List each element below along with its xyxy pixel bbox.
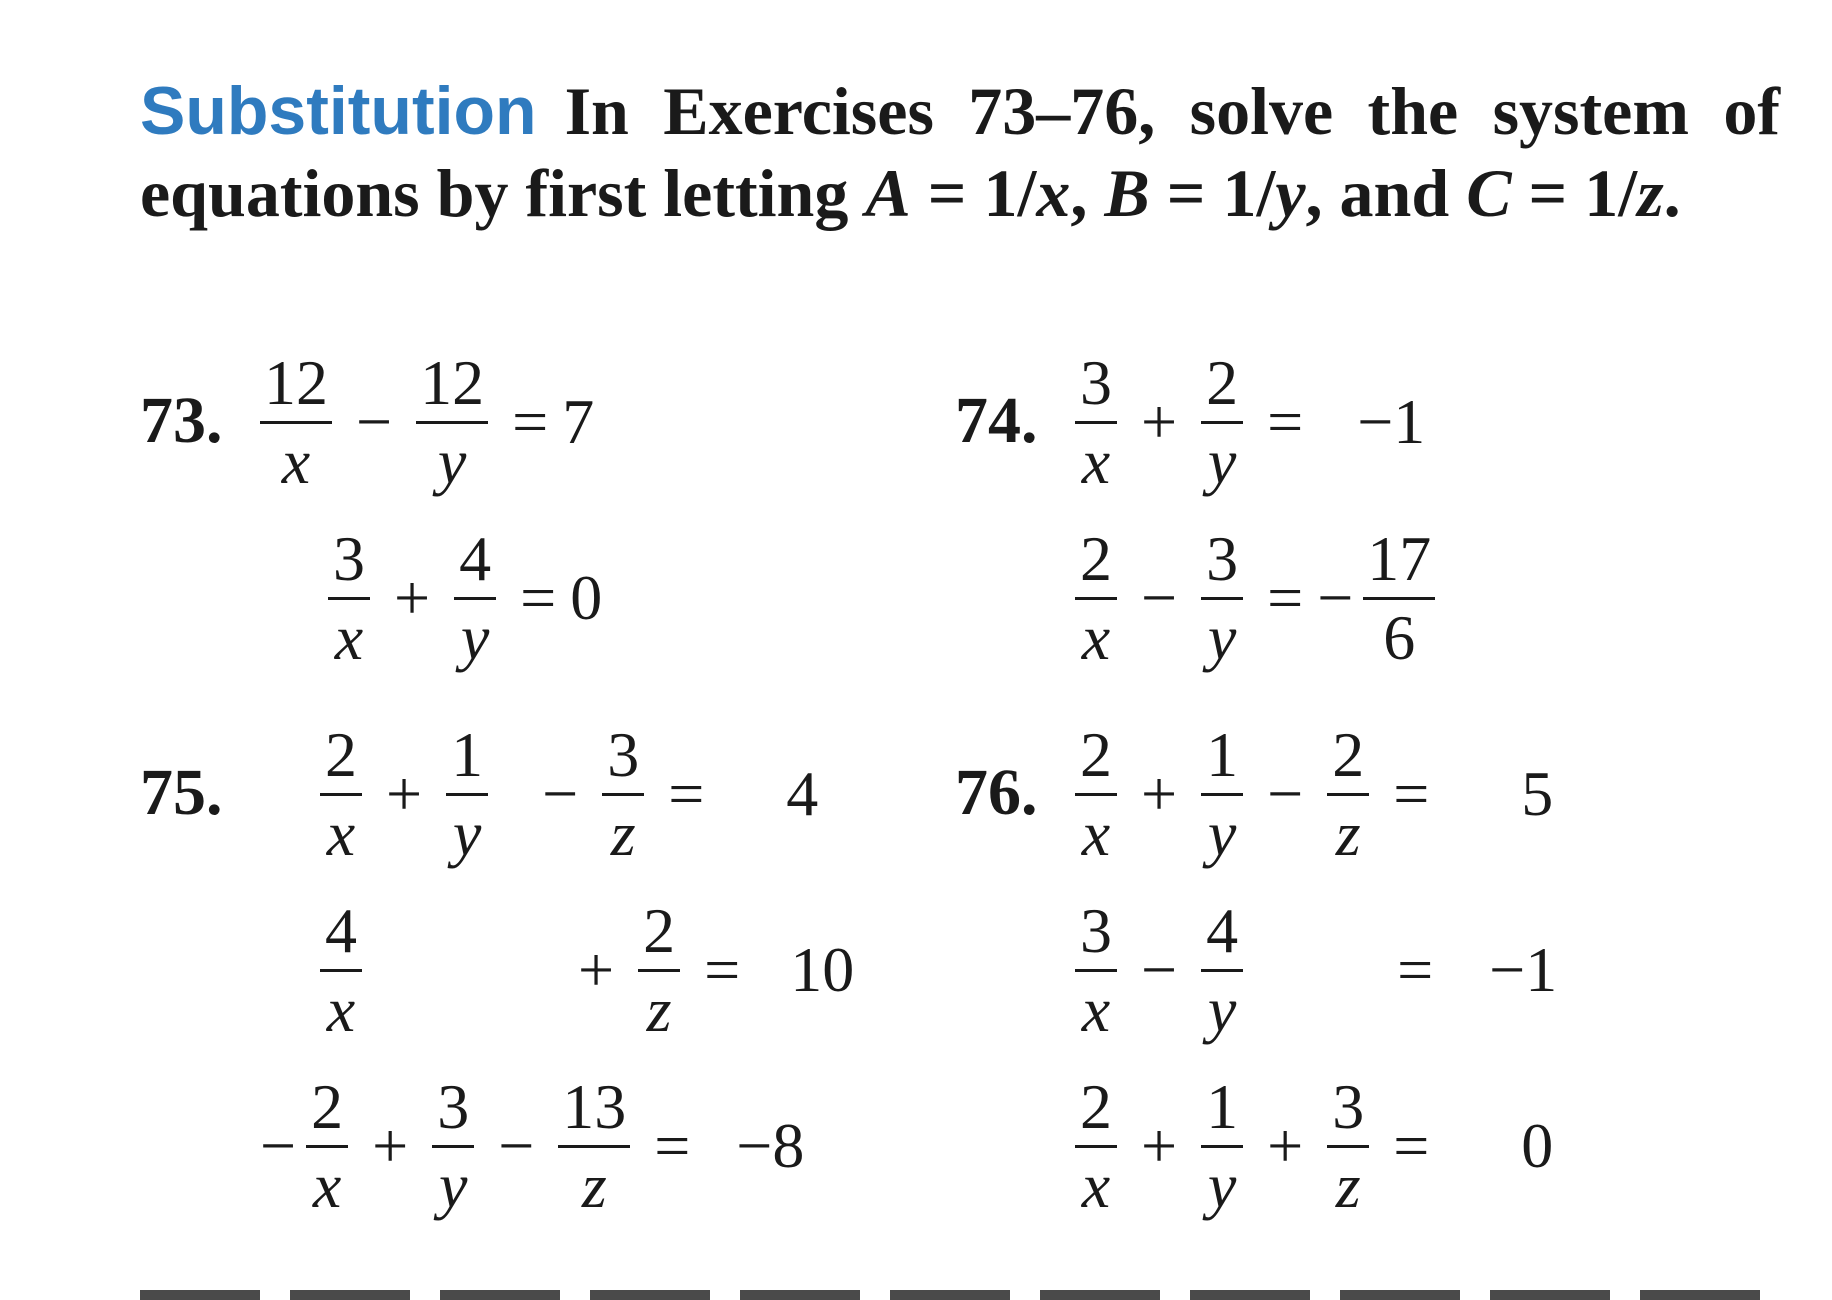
denominator: y	[452, 797, 482, 869]
right-hand-side: −8	[736, 1110, 805, 1181]
denominator: z	[610, 797, 636, 869]
fraction	[320, 717, 362, 872]
exercise-number-74: 74.	[955, 384, 1038, 457]
denominator: x	[281, 425, 311, 497]
var-z: z	[1637, 155, 1664, 231]
next-paragraph-cutoff	[140, 1290, 1780, 1300]
denominator: 6	[1383, 601, 1416, 673]
operator: −	[1141, 562, 1178, 633]
ex75-equation-2	[310, 870, 854, 1070]
ex75-equation-3	[260, 1046, 804, 1246]
denominator: y	[1207, 601, 1237, 673]
operator: −	[356, 386, 393, 457]
denominator: z	[646, 973, 672, 1045]
fraction	[1201, 893, 1243, 1048]
operator: −	[542, 758, 579, 829]
operator: −	[498, 1110, 535, 1181]
right-hand-side: 10	[790, 934, 855, 1005]
fraction	[1201, 1069, 1243, 1224]
fraction	[1201, 717, 1243, 872]
right-hand-side: −1	[1489, 934, 1558, 1005]
var-c: C	[1466, 155, 1512, 231]
denominator: y	[437, 425, 467, 497]
denominator: y	[1207, 973, 1237, 1045]
comma: ,	[1070, 155, 1105, 231]
ex74-equation-2	[1065, 498, 1445, 698]
var-x: x	[1036, 155, 1071, 231]
right-hand-side: −1	[1357, 386, 1426, 457]
equals-sign: =	[1267, 562, 1304, 633]
fraction	[602, 717, 644, 872]
numerator: 17	[1367, 522, 1432, 594]
eq-c: = 1/	[1511, 155, 1638, 231]
numerator: 2	[1080, 1070, 1112, 1142]
operator: +	[394, 562, 431, 633]
equals-sign: =	[1267, 386, 1304, 457]
numerator: 4	[325, 894, 357, 966]
numerator: 3	[1080, 346, 1112, 418]
operator: +	[1141, 758, 1178, 829]
operator: +	[386, 758, 423, 829]
ex76-equation-1	[1065, 694, 1553, 894]
operator: −	[1267, 758, 1304, 829]
equals-sign: =	[520, 562, 557, 633]
ex76-equation-2	[1065, 870, 1557, 1070]
and-text: , and	[1305, 155, 1467, 231]
fraction	[1075, 1069, 1117, 1224]
numerator: 1	[1206, 718, 1239, 790]
numerator: 12	[420, 346, 485, 418]
equals-sign: =	[654, 1110, 691, 1181]
var-y: y	[1275, 155, 1306, 231]
denominator: z	[581, 1149, 607, 1221]
denominator: y	[438, 1149, 468, 1221]
fraction	[1327, 717, 1369, 872]
right-hand-side: 7	[562, 386, 595, 457]
ex73-equation-2	[318, 498, 602, 698]
fraction	[454, 521, 496, 676]
denominator: y	[1207, 1149, 1237, 1221]
fraction	[1075, 345, 1117, 500]
denominator: y	[1207, 425, 1237, 497]
numerator: 4	[1206, 894, 1239, 966]
numerator: 3	[1206, 522, 1239, 594]
fraction	[446, 717, 488, 872]
section-heading: Substitution	[140, 73, 537, 149]
denominator: x	[326, 973, 356, 1045]
negative-sign: −	[260, 1110, 297, 1181]
fraction	[432, 1069, 474, 1224]
numerator: 1	[1206, 1070, 1239, 1142]
operator: −	[1141, 934, 1178, 1005]
denominator: x	[1081, 797, 1111, 869]
equals-sign: =	[704, 934, 741, 1005]
right-hand-side: 0	[570, 562, 603, 633]
instruction-text: In Exercises 73–76, solve the system of equations by first letting	[140, 73, 1780, 231]
denominator: y	[1207, 797, 1237, 869]
fraction	[1363, 521, 1435, 676]
operator: +	[1141, 386, 1178, 457]
denominator: z	[1335, 1149, 1361, 1221]
denominator: x	[1081, 973, 1111, 1045]
equals-sign: =	[512, 386, 549, 457]
numerator: 2	[1080, 522, 1112, 594]
equals-sign: =	[668, 758, 705, 829]
denominator: x	[312, 1149, 342, 1221]
denominator: x	[334, 601, 364, 673]
numerator: 3	[333, 522, 365, 594]
negative-sign: −	[1317, 562, 1354, 633]
numerator: 2	[1206, 346, 1239, 418]
fraction	[1327, 1069, 1369, 1224]
numerator: 2	[1080, 718, 1112, 790]
equals-sign: =	[1393, 1110, 1430, 1181]
fraction	[1201, 521, 1243, 676]
fraction	[1075, 717, 1117, 872]
fraction	[260, 345, 332, 500]
operator: +	[578, 934, 615, 1005]
numerator: 3	[1080, 894, 1112, 966]
denominator: x	[326, 797, 356, 869]
denominator: x	[1081, 1149, 1111, 1221]
exercise-number-75: 75.	[140, 756, 223, 829]
period: .	[1663, 155, 1681, 231]
operator: +	[1267, 1110, 1304, 1181]
ex74-equation-1	[1065, 322, 1425, 522]
denominator: y	[460, 601, 490, 673]
exercise-number-76: 76.	[955, 756, 1038, 829]
var-a: A	[865, 155, 911, 231]
operator: +	[372, 1110, 409, 1181]
eq-b: = 1/	[1149, 155, 1276, 231]
numerator: 4	[459, 522, 492, 594]
exercise-instructions	[140, 70, 1780, 234]
ex76-equation-3	[1065, 1046, 1553, 1246]
equals-sign: =	[1393, 758, 1430, 829]
exercise-number-73: 73.	[140, 384, 223, 457]
numerator: 3	[607, 718, 640, 790]
denominator: z	[1335, 797, 1361, 869]
numerator: 3	[437, 1070, 470, 1142]
operator: +	[1141, 1110, 1178, 1181]
numerator: 1	[451, 718, 484, 790]
ex75-equation-1	[310, 694, 818, 894]
numerator: 2	[643, 894, 676, 966]
var-b: B	[1104, 155, 1150, 231]
numerator: 2	[1332, 718, 1365, 790]
fraction	[558, 1069, 630, 1224]
fraction	[306, 1069, 348, 1224]
equals-sign: =	[1397, 934, 1434, 1005]
fraction	[328, 521, 370, 676]
numerator: 13	[562, 1070, 627, 1142]
right-hand-side: 4	[786, 758, 819, 829]
denominator: x	[1081, 601, 1111, 673]
fraction	[1201, 345, 1243, 500]
ex73-equation-1	[250, 322, 594, 522]
numerator: 2	[311, 1070, 344, 1142]
fraction	[638, 893, 680, 1048]
numerator: 2	[325, 718, 357, 790]
fraction	[1075, 521, 1117, 676]
right-hand-side: 5	[1521, 758, 1554, 829]
numerator: 12	[264, 346, 328, 418]
fraction	[1075, 893, 1117, 1048]
eq-a: = 1/	[910, 155, 1037, 231]
denominator: x	[1081, 425, 1111, 497]
fraction	[320, 893, 362, 1048]
right-hand-side: 0	[1521, 1110, 1554, 1181]
fraction	[416, 345, 488, 500]
numerator: 3	[1332, 1070, 1365, 1142]
